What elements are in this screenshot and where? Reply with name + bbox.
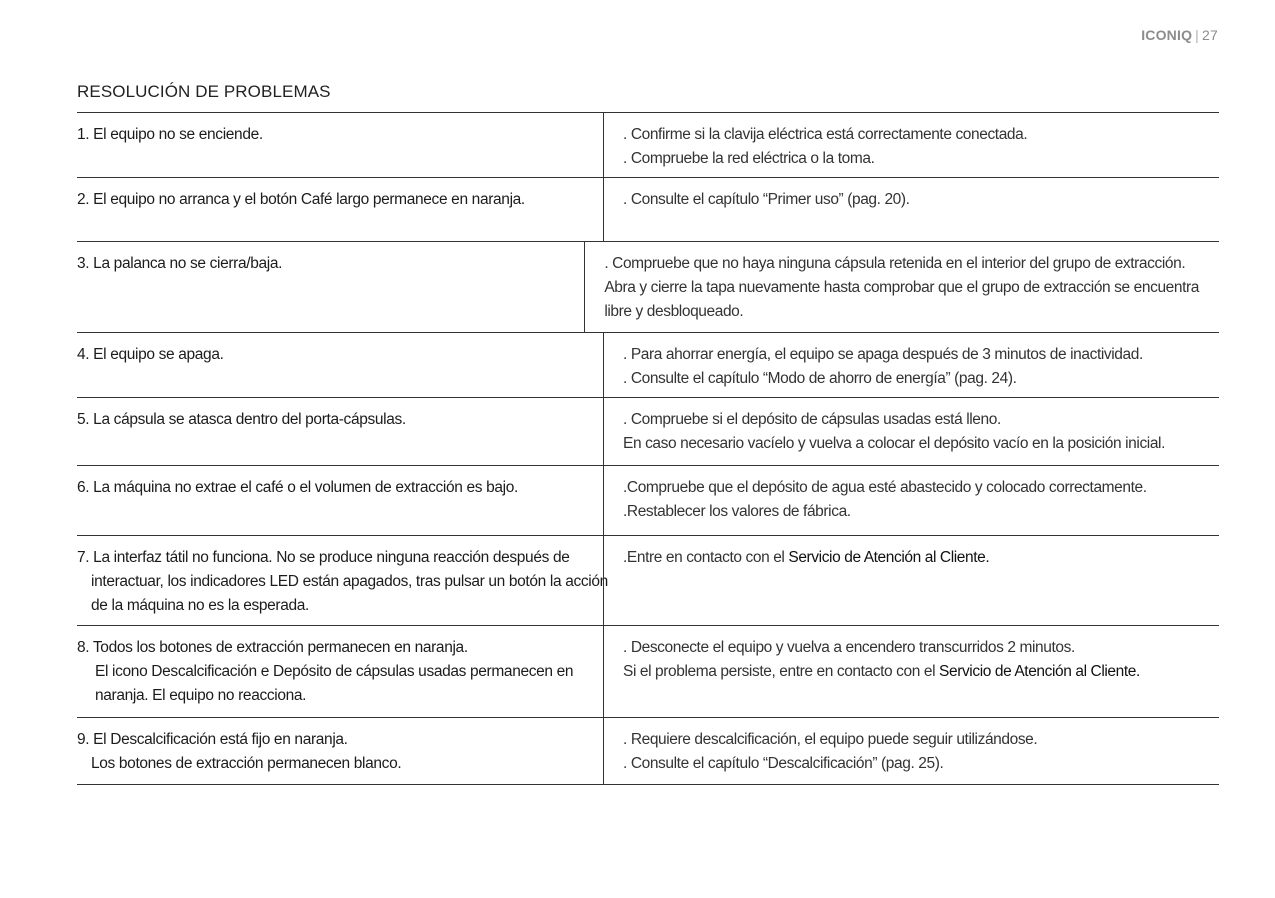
troubleshooting-table bbox=[77, 112, 1219, 785]
problem-text: de la máquina no es la esperada. bbox=[91, 597, 310, 614]
solution-cell bbox=[603, 113, 1219, 177]
problem-text: 8. Todos los botones de extracción permanecen en naranja. bbox=[77, 639, 468, 656]
problem-text: 7. La interfaz tátil no funciona. No se produce ninguna reacción después de bbox=[77, 549, 570, 566]
solution-cell bbox=[584, 242, 1219, 332]
problem-text: 6. La máquina no extrae el café o el volumen de extracción es bajo. bbox=[77, 479, 518, 496]
customer-service-name: Servicio de Atención al Cliente. bbox=[939, 663, 1140, 680]
solution-text: . Requiere descalcificación, el equipo puede seguir utilizándose. bbox=[623, 731, 1038, 748]
table-row bbox=[77, 178, 1219, 242]
table-row bbox=[77, 536, 1219, 626]
problem-cell bbox=[77, 466, 603, 535]
table-row bbox=[77, 718, 1219, 785]
page-header bbox=[1141, 27, 1218, 43]
solution-text: libre y desbloqueado. bbox=[604, 303, 744, 320]
problem-text: 3. La palanca no se cierra/baja. bbox=[77, 255, 283, 272]
solution-text: . Consulte el capítulo “Descalcificación” (pag. 25). bbox=[623, 755, 944, 772]
solution-cell bbox=[603, 626, 1219, 717]
solution-cell bbox=[603, 466, 1219, 535]
problem-text: interactuar, los indicadores LED están apagados, tras pulsar un botón la acción bbox=[91, 573, 608, 590]
table-row bbox=[77, 626, 1219, 718]
solution-text bbox=[623, 660, 1199, 684]
problem-text: naranja. El equipo no reacciona. bbox=[95, 687, 307, 704]
problem-text: 2. El equipo no arranca y el botón Café largo permanece en naranja. bbox=[77, 191, 525, 208]
solution-text: En caso necesario vacíelo y vuelva a colocar el depósito vacío en la posición inicial. bbox=[623, 435, 1166, 452]
solution-text: . Compruebe la red eléctrica o la toma. bbox=[623, 150, 875, 167]
table-row bbox=[77, 333, 1219, 398]
problem-text: 4. El equipo se apaga. bbox=[77, 346, 224, 363]
table-row bbox=[77, 242, 1219, 333]
solution-text: . Confirme si la clavija eléctrica está correctamente conectada. bbox=[623, 126, 1028, 143]
brand-name: ICONIQ bbox=[1141, 27, 1193, 43]
solution-prefix: Si el problema persiste, entre en contacto con el bbox=[623, 663, 940, 680]
solution-text: . Compruebe que no haya ninguna cápsula retenida en el interior del grupo de extracción. bbox=[604, 255, 1186, 272]
problem-cell bbox=[77, 178, 603, 241]
solution-text: . Desconecte el equipo y vuelva a encendero transcurridos 2 minutos. bbox=[623, 639, 1075, 656]
table-row bbox=[77, 466, 1219, 536]
problem-cell bbox=[77, 718, 603, 784]
solution-text: .Compruebe que el depósito de agua esté abastecido y colocado correctamente. bbox=[623, 479, 1147, 496]
header-separator: | bbox=[1195, 27, 1200, 43]
solution-text bbox=[623, 546, 1199, 570]
solution-text: .Restablecer los valores de fábrica. bbox=[623, 503, 851, 520]
problem-cell bbox=[77, 536, 608, 625]
problem-text: Los botones de extracción permanecen blanco. bbox=[91, 755, 402, 772]
problem-cell bbox=[77, 398, 603, 465]
table-row bbox=[77, 113, 1219, 178]
page-number: 27 bbox=[1202, 27, 1218, 43]
solution-text: . Para ahorrar energía, el equipo se apaga después de 3 minutos de inactividad. bbox=[623, 346, 1143, 363]
problem-text: El icono Descalcificación e Depósito de cápsulas usadas permanecen en bbox=[95, 663, 574, 680]
problem-text: 1. El equipo no se enciende. bbox=[77, 126, 263, 143]
solution-text: . Consulte el capítulo “Modo de ahorro de energía” (pag. 24). bbox=[623, 370, 1017, 387]
section-title: RESOLUCIÓN DE PROBLEMAS bbox=[77, 82, 331, 101]
problem-cell bbox=[77, 333, 603, 397]
solution-cell bbox=[603, 333, 1219, 397]
customer-service-name: Servicio de Atención al Cliente. bbox=[788, 549, 990, 566]
table-row bbox=[77, 398, 1219, 466]
solution-text: . Compruebe si el depósito de cápsulas usadas está lleno. bbox=[623, 411, 1001, 428]
problem-cell bbox=[77, 242, 584, 332]
solution-cell bbox=[603, 398, 1219, 465]
solution-text: Abra y cierre la tapa nuevamente hasta comprobar que el grupo de extracción se encuentra bbox=[604, 279, 1199, 296]
solution-cell bbox=[603, 718, 1219, 784]
solution-cell bbox=[603, 178, 1219, 241]
problem-cell bbox=[77, 113, 603, 177]
problem-cell bbox=[77, 626, 603, 717]
solution-cell bbox=[603, 536, 1219, 625]
solution-text: . Consulte el capítulo “Primer uso” (pag. 20). bbox=[623, 191, 910, 208]
problem-text: 5. La cápsula se atasca dentro del porta-cápsulas. bbox=[77, 411, 406, 428]
problem-text: 9. El Descalcificación está fijo en naranja. bbox=[77, 731, 348, 748]
solution-prefix: .Entre en contacto con el bbox=[623, 549, 789, 566]
